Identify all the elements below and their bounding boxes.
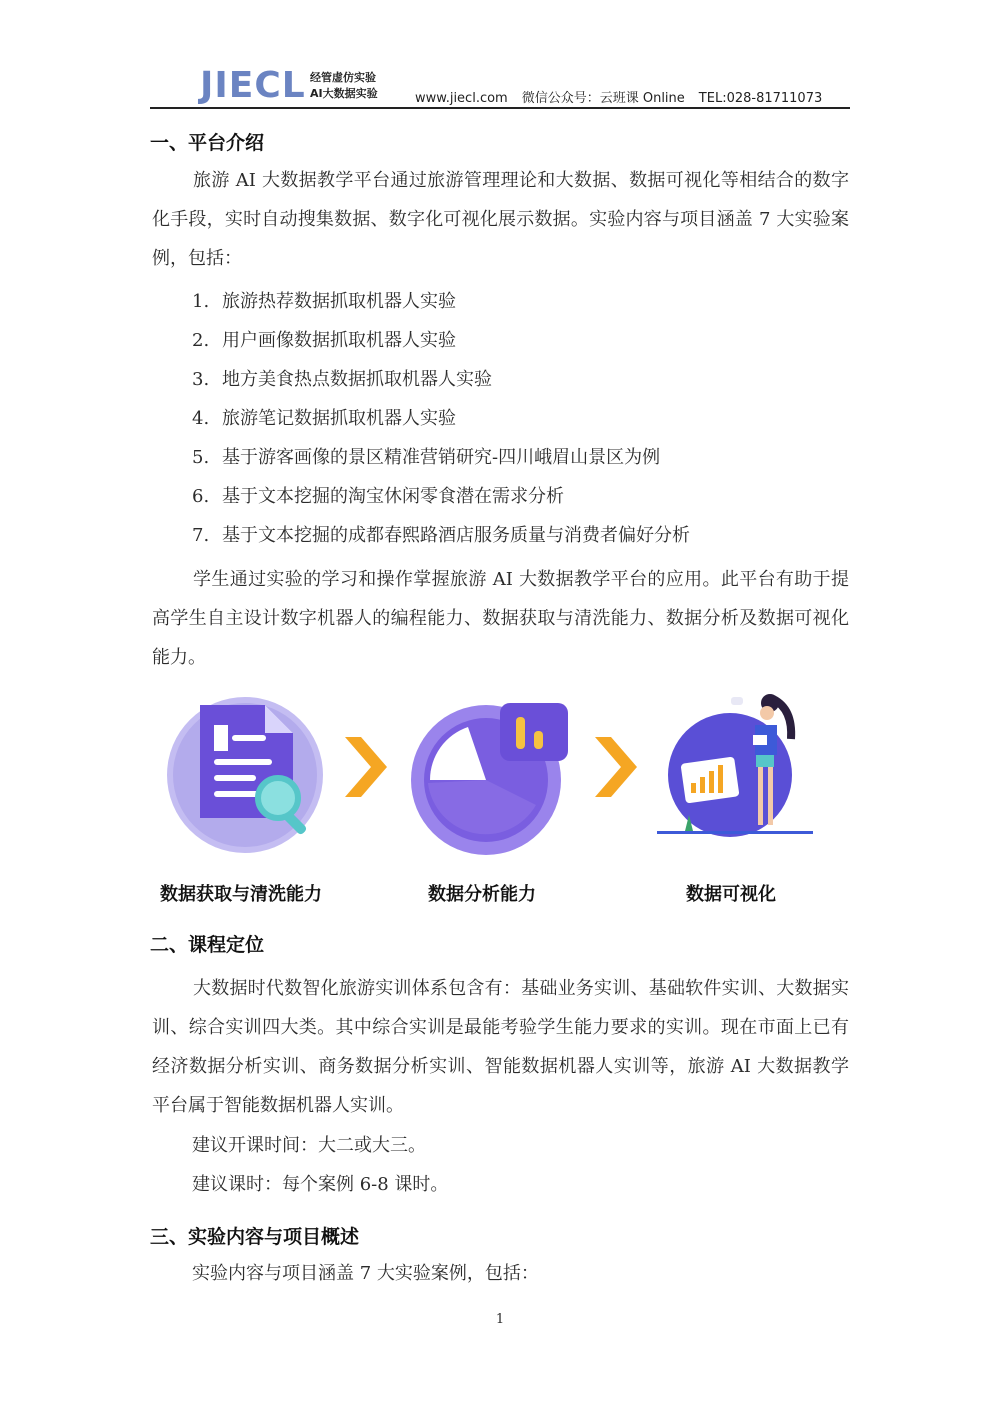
course-positioning: 大数据时代数智化旅游实训体系包含有：基础业务实训、基础软件实训、大数据实训、综合实训四大类。其中综合实训是最能考验学生能力要求的实训。现在市面上已有经济数据分析实训、商务数据分析实训、智能数据机器人实训等，旅游 AI 大数据教学平台属于智能数据机器人实训。 [152, 978, 849, 1116]
pie-chart-illustration [408, 695, 578, 860]
data-visualization-illustration [655, 685, 815, 840]
section-title-experiments: 三、实验内容与项目概述 [150, 1226, 360, 1248]
caption-data-acquisition: 数据获取与清洗能力 [160, 884, 322, 905]
page-number: 1 [495, 1312, 505, 1327]
logo-subtitle-line2: AI大数据实验 [310, 87, 378, 100]
logo-subtitle [310, 70, 378, 102]
logo-mark [150, 62, 202, 106]
page-header [150, 62, 850, 112]
list-item: 4. 旅游笔记数据抓取机器人实验 [192, 408, 456, 429]
list-item: 1. 旅游热荐数据抓取机器人实验 [192, 291, 456, 312]
suggested-term: 建议开课时间：大二或大三。 [192, 1135, 426, 1156]
section-title-platform: 一、平台介绍 [150, 132, 265, 154]
website-link[interactable]: www.jiecl.com [415, 91, 508, 106]
logo-subtitle-line1: 经管虚仿实验 [310, 71, 376, 84]
section-title-course: 二、课程定位 [150, 934, 265, 956]
platform-summary: 学生通过实验的学习和操作掌握旅游 AI 大数据教学平台的应用。此平台有助于提高学生自主设计数字机器人的编程能力、数据获取与清洗能力、数据分析及数据可视化能力。 [152, 569, 849, 668]
logo: JIECL [200, 65, 306, 106]
wechat-info: 微信公众号：云班课 Online [521, 91, 685, 106]
arrow-right-icon [340, 735, 390, 800]
arrow-right-icon [590, 735, 640, 800]
document-search-illustration [160, 695, 335, 860]
platform-intro: 旅游 AI 大数据教学平台通过旅游管理理论和大数据、数据可视化等相结合的数字化手段，实时自动搜集数据、数字化可视化展示数据。实验内容与项目涵盖 7 大实验案例，包括： [152, 170, 849, 269]
header-contact [415, 87, 836, 106]
list-item: 6. 基于文本挖掘的淘宝休闲零食潜在需求分析 [192, 486, 564, 507]
header-divider [150, 107, 850, 109]
phone-number: TEL:028-81711073 [698, 91, 823, 106]
suggested-hours: 建议课时：每个案例 6-8 课时。 [192, 1174, 449, 1195]
caption-data-visualization: 数据可视化 [686, 884, 776, 905]
list-item: 7. 基于文本挖掘的成都春熙路酒店服务质量与消费者偏好分析 [192, 525, 690, 546]
list-item: 3. 地方美食热点数据抓取机器人实验 [192, 369, 492, 390]
list-item: 5. 基于游客画像的景区精准营销研究-四川峨眉山景区为例 [192, 447, 661, 468]
caption-data-analysis: 数据分析能力 [428, 884, 536, 905]
experiments-intro: 实验内容与项目涵盖 7 大实验案例，包括： [192, 1263, 539, 1284]
list-item: 2. 用户画像数据抓取机器人实验 [192, 330, 456, 351]
